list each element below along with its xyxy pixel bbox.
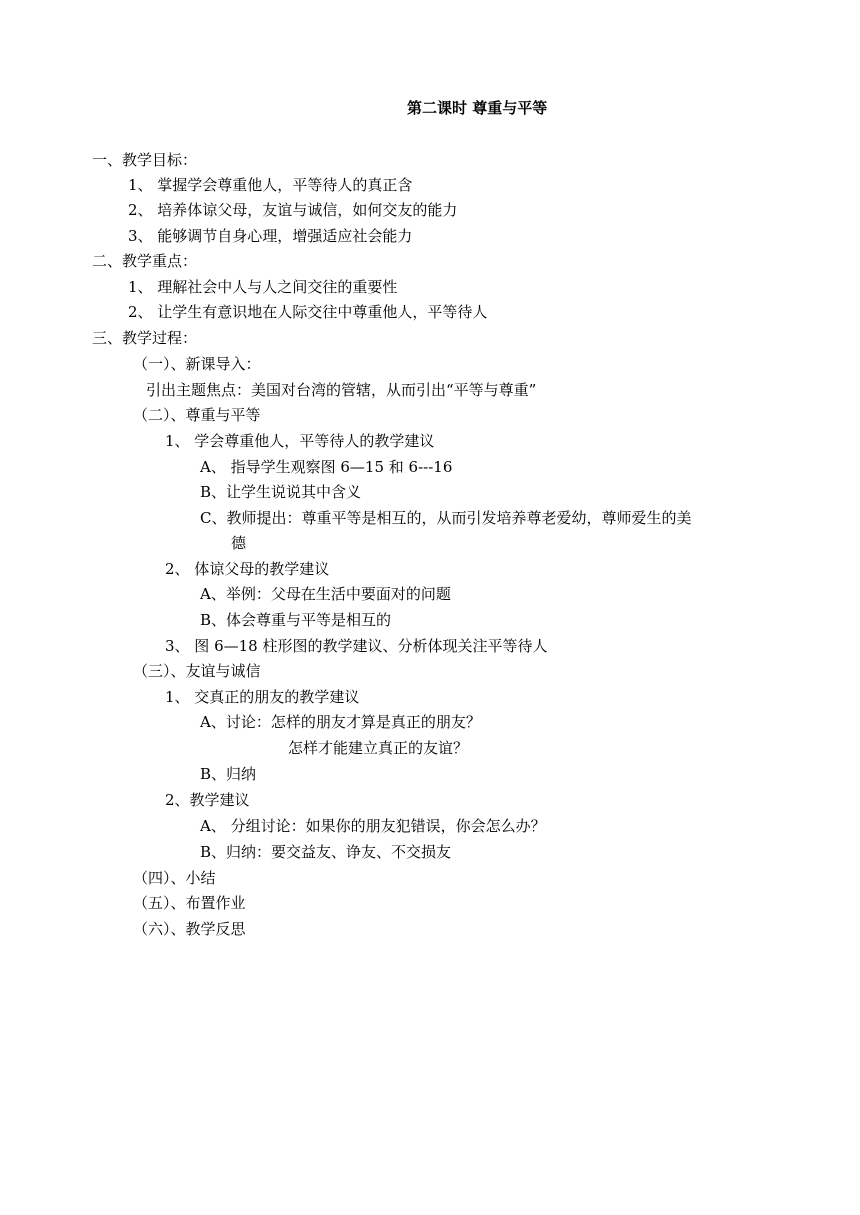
lettered-item: A、 指导学生观察图 6—15 和 6---16 xyxy=(200,458,453,476)
subsection-heading: （三）、友谊与诚信 xyxy=(133,662,261,680)
subsection-heading: （六）、教学反思 xyxy=(133,920,246,938)
subsection-heading: （五）、布置作业 xyxy=(133,894,246,912)
numbered-item: 2、 体谅父母的教学建议 xyxy=(165,560,330,578)
objective-item: 1、 掌握学会尊重他人，平等待人的真正含 xyxy=(128,176,413,194)
lettered-item: B、让学生说说其中含义 xyxy=(200,483,362,501)
lettered-item: B、归纳 xyxy=(200,765,257,783)
text-continuation: 怎样才能建立真正的友谊？ xyxy=(288,739,469,757)
numbered-item: 3、 图 6—18 柱形图的教学建议、分析体现关注平等待人 xyxy=(165,637,548,655)
lettered-item: B、体会尊重与平等是相互的 xyxy=(200,611,392,629)
objective-item: 2、 培养体谅父母，友谊与诚信，如何交友的能力 xyxy=(128,201,458,219)
lettered-item: C、教师提出：尊重平等是相互的，从而引发培养尊老爱幼，尊师爱生的美 xyxy=(200,509,692,527)
lettered-item: A、讨论：怎样的朋友才算是真正的朋友？ xyxy=(200,713,481,731)
lesson-title: 第二课时 尊重与平等 xyxy=(407,99,548,117)
section-heading-process: 三、教学过程： xyxy=(92,329,198,347)
text-continuation: 德 xyxy=(231,534,247,552)
key-point-item: 1、 理解社会中人与人之间交往的重要性 xyxy=(128,278,398,296)
lettered-item: B、归纳：要交益友、诤友、不交损友 xyxy=(200,843,452,861)
subsection-heading: （四）、小结 xyxy=(133,869,216,887)
lettered-item: A、举例：父母在生活中要面对的问题 xyxy=(200,585,451,603)
subsection-heading: （二）、尊重与平等 xyxy=(133,406,261,424)
objective-item: 3、 能够调节自身心理，增强适应社会能力 xyxy=(128,227,413,245)
subsection-heading: （一）、新课导入： xyxy=(133,355,261,373)
numbered-item: 1、 交真正的朋友的教学建议 xyxy=(165,688,360,706)
text-line: 引出主题焦点：美国对台湾的管辖，从而引出“平等与尊重” xyxy=(146,381,537,399)
lettered-item: A、 分组讨论：如果你的朋友犯错误，你会怎么办？ xyxy=(200,817,546,835)
key-point-item: 2、 让学生有意识地在人际交往中尊重他人，平等待人 xyxy=(128,303,488,321)
section-heading-key-points: 二、教学重点： xyxy=(92,252,198,270)
numbered-item: 1、 学会尊重他人，平等待人的教学建议 xyxy=(165,432,435,450)
section-heading-objectives: 一、教学目标： xyxy=(92,151,198,169)
numbered-item: 2、教学建议 xyxy=(165,791,250,809)
